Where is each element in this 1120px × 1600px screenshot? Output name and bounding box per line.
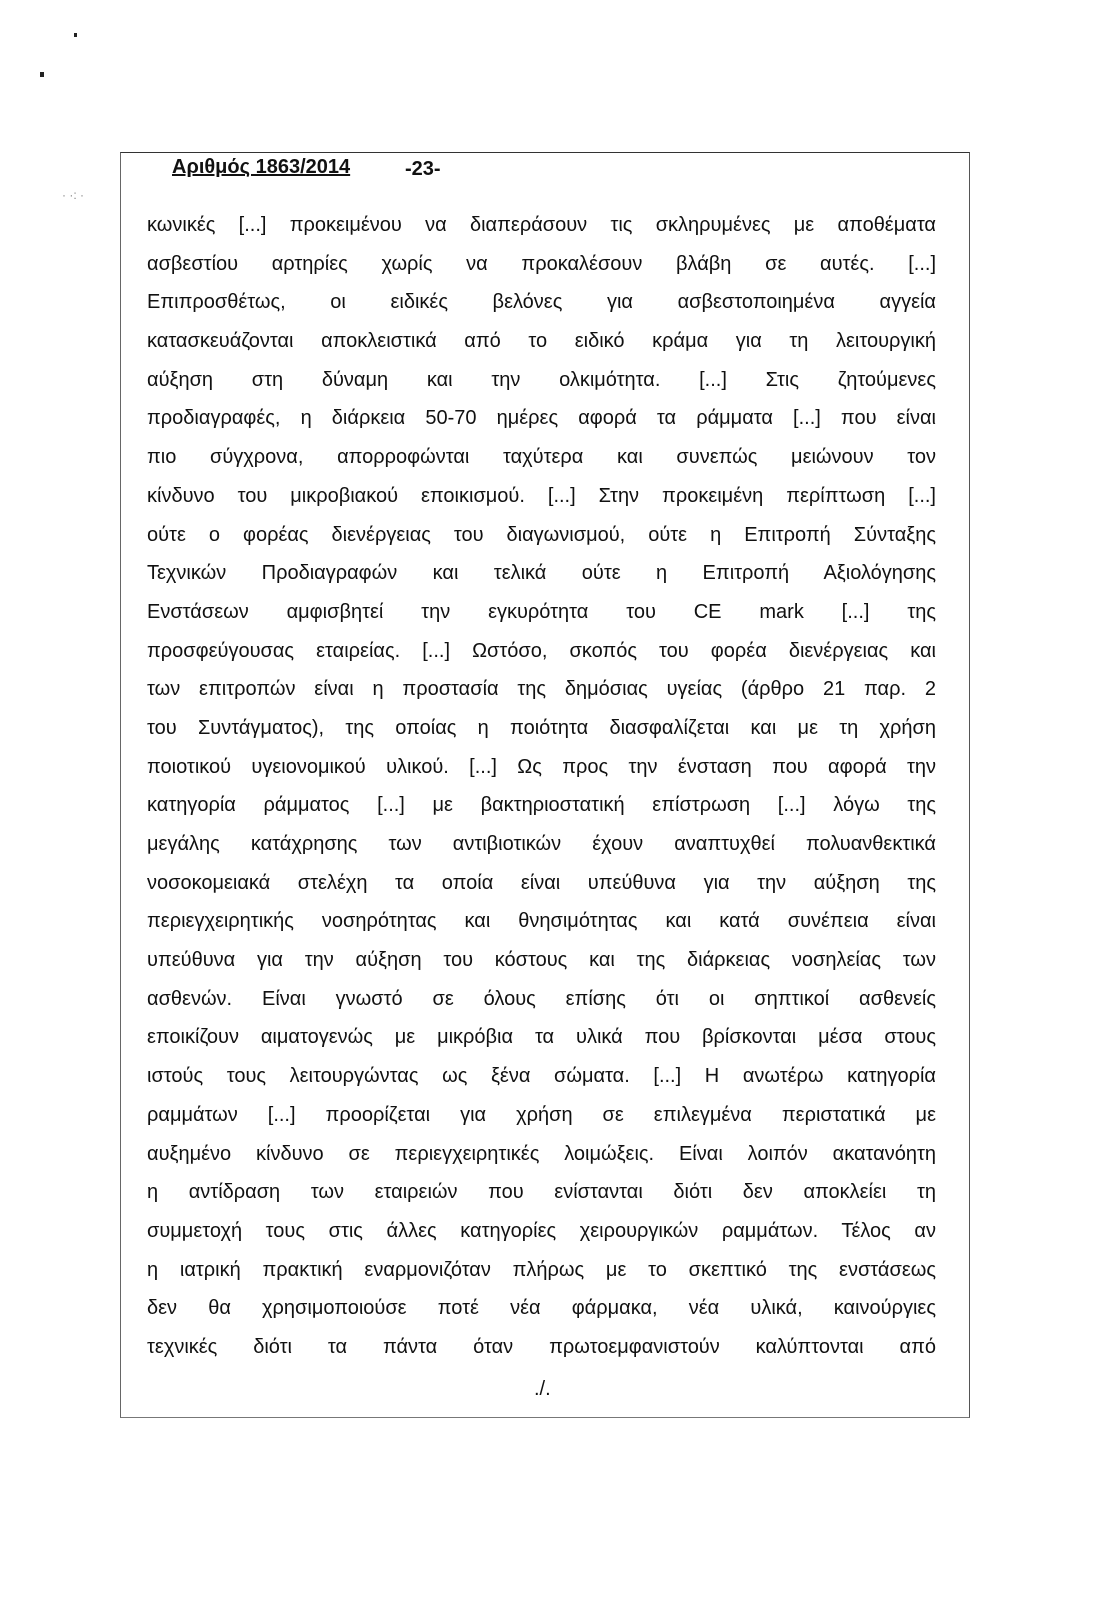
body-text	[147, 206, 936, 1367]
text-line: συμμετοχή τους στις άλλες κατηγορίες χειρουργικών ραμμάτων. Τέλος αν	[147, 1219, 936, 1242]
text-line: κωνικές [...] προκειμένου να διαπεράσουν τις σκληρυμένες με αποθέματα	[147, 214, 936, 236]
text-line: τεχνικές διότι τα πάντα όταν πρωτοεμφανιστούν καλύπτονται από	[147, 1335, 936, 1358]
text-line: αυξημένο κίνδυνο σε περιεγχειρητικές λοιμώξεις. Είναι λοιπόν ακατανόητη	[147, 1142, 936, 1165]
text-line: Ενστάσεων αμφισβητεί την εγκυρότητα του CE mark [...] της	[147, 600, 936, 623]
text-line: Τεχνικών Προδιαγραφών και τελικά ούτε η Επιτροπή Αξιολόγησης	[147, 562, 936, 585]
text-line: δεν θα χρησιμοποιούσε ποτέ νέα φάρμακα, νέα υλικά, καινούργιες	[147, 1297, 936, 1320]
text-line: αύξηση στη δύναμη και την ολκιμότητα. [...] Στις ζητούμενες	[147, 368, 936, 391]
text-line: κατασκευάζονται αποκλειστικά από το ειδικό κράμα για τη λειτουργική	[147, 330, 936, 353]
text-line: των επιτροπών είναι η προστασία της δημόσιας υγείας (άρθρο 21 παρ. 2	[147, 678, 936, 701]
text-line: κίνδυνο του μικροβιακού εποικισμού. [...] Στην προκειμένη περίπτωση [...]	[147, 484, 936, 507]
text-line: μεγάλης κατάχρησης των αντιβιοτικών έχουν αναπτυχθεί πολυανθεκτικά	[147, 833, 936, 855]
text-line: ασβεστίου αρτηρίες χωρίς να προκαλέσουν βλάβη σε αυτές. [...]	[147, 252, 936, 275]
text-line: κατηγορία ράμματος [...] με βακτηριοστατική επίστρωση [...] λόγω της	[147, 794, 936, 817]
text-line: ασθενών. Είναι γνωστό σε όλους επίσης ότι οι σηπτικοί ασθενείς	[147, 987, 936, 1010]
text-line: του Συντάγματος), της οποίας η ποιότητα διασφαλίζεται και με τη χρήση	[147, 716, 936, 739]
text-line: ούτε ο φορέας διενέργειας του διαγωνισμού, ούτε η Επιτροπή Σύνταξης	[147, 523, 936, 546]
decision-number: Αριθμός 1863/2014	[172, 156, 351, 178]
text-line: περιεγχειρητικής νοσηρότητας και θνησιμότητας και κατά συνέπεια είναι	[147, 910, 936, 933]
text-line: πιο σύγχρονα, απορροφώνται ταχύτερα και συνεπώς μειώνουν τον	[147, 446, 936, 469]
text-line: η αντίδραση των εταιρειών που ενίστανται διότι δεν αποκλείει τη	[147, 1181, 936, 1204]
page-number: -23-	[405, 158, 441, 180]
scan-speck	[74, 33, 77, 37]
continuation-mark: ./.	[534, 1378, 551, 1400]
text-line: ποιοτικού υγειονομικού υλικού. [...] Ως προς την ένσταση που αφορά την	[147, 755, 936, 778]
text-line: η ιατρική πρακτική εναρμονιζόταν πλήρως με το σκεπτικό της ενστάσεως	[147, 1258, 936, 1281]
scan-smudge: · ·: ·	[62, 188, 84, 202]
text-line: προδιαγραφές, η διάρκεια 50-70 ημέρες αφορά τα ράμματα [...] που είναι	[147, 407, 936, 430]
text-line: νοσοκομειακά στελέχη τα οποία είναι υπεύθυνα για την αύξηση της	[147, 871, 936, 894]
text-line: ραμμάτων [...] προορίζεται για χρήση σε επιλεγμένα περιστατικά με	[147, 1103, 936, 1126]
text-line: προσφεύγουσας εταιρείας. [...] Ωστόσο, σκοπός του φορέα διενέργειας και	[147, 639, 936, 662]
text-line: ιστούς τους λειτουργώντας ως ξένα σώματα. [...] Η ανωτέρω κατηγορία	[147, 1065, 936, 1088]
text-line: εποικίζουν αιματογενώς με μικρόβια τα υλικά που βρίσκονται μέσα στους	[147, 1026, 936, 1049]
scan-speck	[40, 72, 44, 77]
text-line: Επιπροσθέτως, οι ειδικές βελόνες για ασβεστοποιημένα αγγεία	[147, 291, 936, 314]
text-line: υπεύθυνα για την αύξηση του κόστους και της διάρκειας νοσηλείας των	[147, 949, 936, 972]
